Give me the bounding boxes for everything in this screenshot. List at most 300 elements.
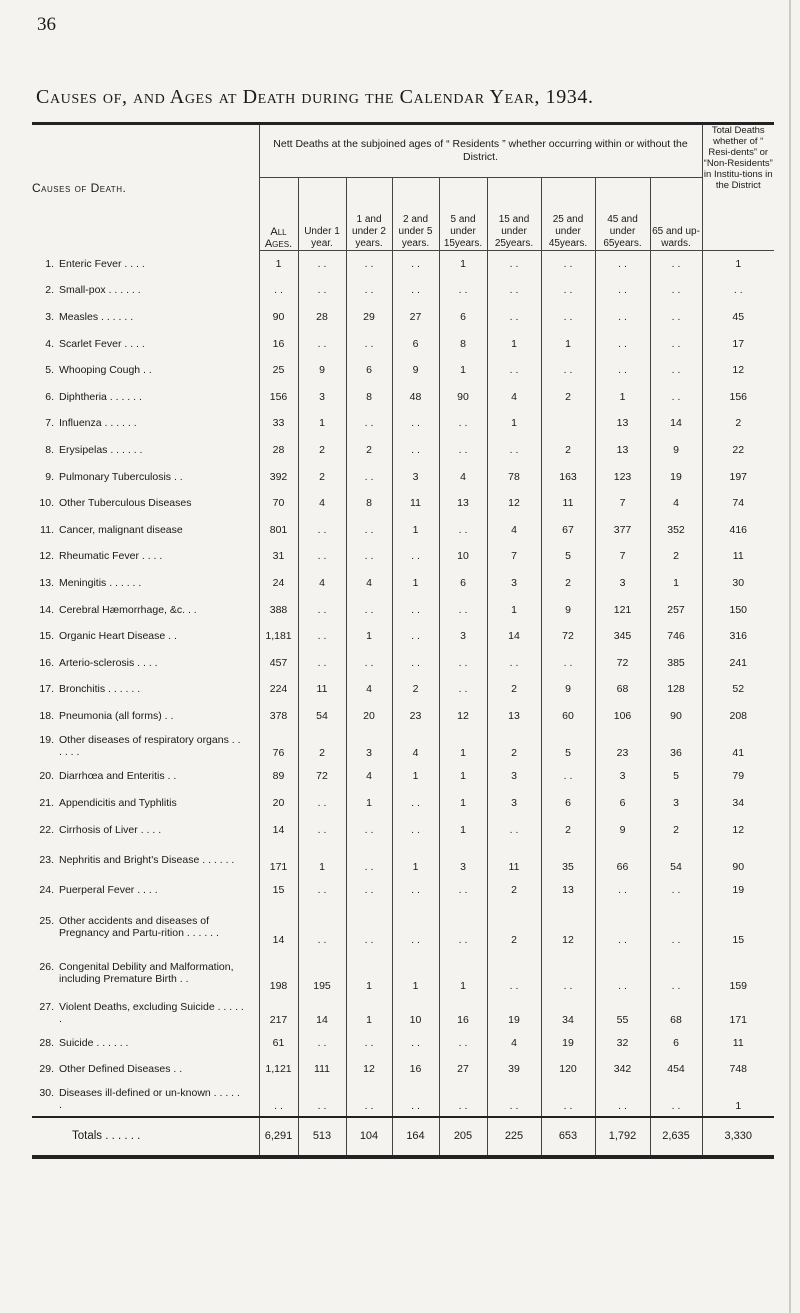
value-cell: 2: [346, 437, 392, 464]
value-cell: 1: [735, 258, 742, 271]
value-cell: 2: [487, 877, 541, 904]
table-row: [32, 357, 774, 384]
value-cell: . .: [439, 1030, 487, 1057]
value-cell: 2: [541, 437, 595, 464]
cause-label: Diphtheria . . . . . .: [59, 390, 142, 403]
value-cell: 72: [541, 623, 595, 650]
value-cell: 66: [595, 843, 650, 877]
value-cell: . .: [298, 904, 346, 950]
value-cell: . .: [259, 1083, 298, 1117]
table-body: [32, 251, 774, 1157]
value-cell: 457: [259, 649, 298, 676]
cause-cell: [32, 703, 259, 730]
table-row: [32, 1056, 774, 1083]
value-cell: 10: [392, 996, 439, 1030]
value-cell: . .: [346, 251, 392, 278]
value-cell: 748: [729, 1063, 748, 1076]
value-cell: 54: [298, 703, 346, 730]
cause-cell: [32, 304, 259, 331]
table-row: [32, 763, 774, 790]
value-cell: . .: [650, 1083, 702, 1117]
value-cell: 2: [487, 904, 541, 950]
value-cell: 3: [595, 763, 650, 790]
cause-label: Pulmonary Tuberculosis . .: [59, 470, 183, 483]
value-cell: 35: [541, 843, 595, 877]
table-row: [32, 1083, 774, 1117]
value-cell: 25: [259, 357, 298, 384]
value-cell: . .: [650, 357, 702, 384]
cause-cell: [32, 623, 259, 650]
cause-number: 6.: [45, 390, 54, 403]
value-cell: 4: [346, 763, 392, 790]
cause-cell: [32, 410, 259, 437]
cause-number: 20.: [39, 770, 54, 783]
value-cell: . .: [541, 950, 595, 996]
value-cell: . .: [650, 304, 702, 331]
total-value-cell: 513: [298, 1117, 346, 1157]
value-cell: . .: [392, 877, 439, 904]
value-cell: 3: [346, 729, 392, 763]
value-cell: 31: [259, 543, 298, 570]
value-cell: . .: [392, 410, 439, 437]
value-cell: 54: [650, 843, 702, 877]
value-cell: . .: [392, 649, 439, 676]
value-cell: . .: [650, 877, 702, 904]
value-cell: 16: [392, 1056, 439, 1083]
table-row: [32, 543, 774, 570]
value-cell: 1,181: [259, 623, 298, 650]
value-cell: 1: [487, 330, 541, 357]
value-cell: 12: [541, 904, 595, 950]
age-header-5: 15 and under 25years.: [487, 178, 541, 251]
total-value-cell: 1,792: [595, 1117, 650, 1157]
cause-label: Small-pox . . . . . .: [59, 284, 141, 297]
table-row: [32, 703, 774, 730]
value-cell: 61: [259, 1030, 298, 1057]
value-cell: . .: [439, 277, 487, 304]
value-cell: . .: [392, 251, 439, 278]
value-cell: 5: [650, 763, 702, 790]
value-cell: 2: [298, 729, 346, 763]
value-cell: 224: [259, 676, 298, 703]
value-cell: . .: [346, 410, 392, 437]
cause-number: 21.: [39, 797, 54, 810]
value-cell: 19: [650, 463, 702, 490]
cause-label: Appendicitis and Typhlitis: [59, 797, 177, 810]
value-cell: 385: [650, 649, 702, 676]
value-cell: 6: [650, 1030, 702, 1057]
table-row: [32, 330, 774, 357]
value-cell: 12: [487, 490, 541, 517]
value-cell: . .: [650, 950, 702, 996]
value-cell: . .: [595, 877, 650, 904]
total-value-cell: 2,635: [650, 1117, 702, 1157]
value-cell: . .: [541, 277, 595, 304]
value-cell: 416: [729, 523, 748, 536]
value-cell: 1: [650, 570, 702, 597]
cause-label: Puerperal Fever . . . .: [59, 884, 158, 897]
table-row: [32, 251, 774, 278]
age-header-2: 1 and under 2 years.: [346, 178, 392, 251]
value-cell: 16: [259, 330, 298, 357]
value-cell: 6: [392, 330, 439, 357]
value-cell: 217: [259, 996, 298, 1030]
value-cell: 17: [732, 337, 745, 350]
value-cell: 3: [487, 570, 541, 597]
cause-cell: [32, 1083, 259, 1117]
value-cell: 14: [487, 623, 541, 650]
age-header-3: 2 and under 5 years.: [392, 178, 439, 251]
value-cell: . .: [298, 1030, 346, 1057]
value-cell: 123: [595, 463, 650, 490]
value-cell: 1: [346, 996, 392, 1030]
value-cell: . .: [541, 649, 595, 676]
value-cell: . .: [346, 463, 392, 490]
cause-cell: [32, 843, 259, 877]
value-cell: . .: [595, 1083, 650, 1117]
cause-cell: [32, 490, 259, 517]
value-cell: 1: [439, 790, 487, 817]
value-cell: 36: [650, 729, 702, 763]
value-cell: 9: [298, 357, 346, 384]
totals-row: [32, 1117, 774, 1157]
value-cell: 156: [729, 390, 748, 403]
value-cell: 3: [439, 843, 487, 877]
value-cell: . .: [298, 251, 346, 278]
cause-cell: [32, 463, 259, 490]
table-row: [32, 383, 774, 410]
value-cell: 746: [650, 623, 702, 650]
cause-label: Violent Deaths, excluding Suicide . . . . . .: [59, 1000, 244, 1025]
value-cell: . .: [595, 277, 650, 304]
value-cell: . .: [439, 649, 487, 676]
value-cell: 90: [732, 860, 745, 873]
value-cell: 23: [595, 729, 650, 763]
value-cell: 6: [541, 790, 595, 817]
value-cell: 20: [259, 790, 298, 817]
value-cell: 120: [541, 1056, 595, 1083]
value-cell: . .: [650, 330, 702, 357]
value-cell: . .: [392, 596, 439, 623]
value-cell: 1: [392, 570, 439, 597]
cause-cell: [32, 1056, 259, 1083]
value-cell: . .: [298, 877, 346, 904]
value-cell: 241: [729, 656, 748, 669]
table-row: [32, 950, 774, 996]
value-cell: 388: [259, 596, 298, 623]
value-cell: 33: [259, 410, 298, 437]
table-row: [32, 877, 774, 904]
value-cell: . .: [298, 516, 346, 543]
table-row: [32, 649, 774, 676]
value-cell: 3: [650, 790, 702, 817]
value-cell: 34: [732, 797, 745, 810]
cause-number: 10.: [39, 497, 54, 510]
table-row: [32, 1030, 774, 1057]
value-cell: 55: [595, 996, 650, 1030]
value-cell: . .: [392, 816, 439, 843]
cause-number: 8.: [45, 443, 54, 456]
cause-cell: [32, 676, 259, 703]
value-cell: 15: [259, 877, 298, 904]
value-cell: 8: [346, 490, 392, 517]
total-value-cell: 104: [346, 1117, 392, 1157]
value-cell: . .: [298, 790, 346, 817]
total-value-cell: 3,330: [702, 1117, 774, 1157]
cause-number: 25.: [39, 914, 54, 927]
value-cell: . .: [439, 410, 487, 437]
value-cell: 3: [595, 570, 650, 597]
value-cell: 5: [541, 729, 595, 763]
value-cell: . .: [346, 877, 392, 904]
value-cell: 12: [439, 703, 487, 730]
cause-label: Bronchitis . . . . . .: [59, 683, 141, 696]
value-cell: 1: [439, 763, 487, 790]
page-title: Causes of, and Ages at Death during the Calendar Year, 1934.: [36, 86, 594, 108]
value-cell: 4: [439, 463, 487, 490]
value-cell: 156: [259, 383, 298, 410]
table-row: [32, 676, 774, 703]
value-cell: 60: [541, 703, 595, 730]
cause-number: 1.: [45, 257, 54, 270]
value-cell: 12: [732, 823, 745, 836]
value-cell: 14: [650, 410, 702, 437]
value-cell: . .: [733, 284, 743, 297]
value-cell: 24: [259, 570, 298, 597]
value-cell: 1: [541, 330, 595, 357]
cause-number: 2.: [45, 284, 54, 297]
value-cell: 15: [732, 933, 745, 946]
cause-cell: [32, 251, 259, 278]
value-cell: . .: [541, 763, 595, 790]
value-cell: 2: [735, 417, 742, 430]
table-row: [32, 729, 774, 763]
cause-cell: [32, 543, 259, 570]
cause-cell: [32, 596, 259, 623]
value-cell: 1: [392, 763, 439, 790]
value-cell: . .: [487, 304, 541, 331]
value-cell: 13: [541, 877, 595, 904]
value-cell: 454: [650, 1056, 702, 1083]
cause-cell: [32, 950, 259, 996]
value-cell: 74: [732, 497, 745, 510]
table-row: [32, 816, 774, 843]
value-cell: 9: [541, 676, 595, 703]
value-cell: 1: [439, 816, 487, 843]
table-row: [32, 277, 774, 304]
value-cell: . .: [650, 251, 702, 278]
total-value-cell: 164: [392, 1117, 439, 1157]
table-row: [32, 304, 774, 331]
value-cell: . .: [298, 816, 346, 843]
value-cell: 171: [729, 1013, 748, 1026]
value-cell: 1: [346, 623, 392, 650]
causes-of-death-table: [32, 122, 774, 1159]
cause-number: 27.: [39, 1000, 54, 1013]
cause-number: 7.: [45, 417, 54, 430]
value-cell: . .: [298, 649, 346, 676]
value-cell: . .: [487, 649, 541, 676]
total-value-cell: 6,291: [259, 1117, 298, 1157]
value-cell: . .: [346, 543, 392, 570]
cause-label: Arterio-sclerosis . . . .: [59, 656, 158, 669]
value-cell: . .: [439, 1083, 487, 1117]
cause-cell: [32, 516, 259, 543]
value-cell: . .: [439, 904, 487, 950]
cause-cell: [32, 763, 259, 790]
cause-number: 22.: [39, 823, 54, 836]
value-cell: 392: [259, 463, 298, 490]
value-cell: . .: [595, 357, 650, 384]
cause-number: 5.: [45, 364, 54, 377]
value-cell: 27: [439, 1056, 487, 1083]
value-cell: 2: [650, 543, 702, 570]
value-cell: . .: [392, 277, 439, 304]
cause-number: 23.: [39, 853, 54, 866]
value-cell: 352: [650, 516, 702, 543]
age-header-1: Under 1 year.: [298, 178, 346, 251]
cause-label: Scarlet Fever . . . .: [59, 337, 145, 350]
value-cell: . .: [346, 649, 392, 676]
value-cell: 5: [541, 543, 595, 570]
value-cell: 1: [392, 950, 439, 996]
causes-header: Causes of Death.: [32, 125, 259, 251]
table-row: [32, 490, 774, 517]
value-cell: 2: [541, 816, 595, 843]
value-cell: 79: [732, 770, 745, 783]
value-cell: . .: [346, 1083, 392, 1117]
value-cell: 1: [346, 950, 392, 996]
value-cell: . .: [650, 277, 702, 304]
value-cell: . .: [439, 516, 487, 543]
value-cell: . .: [346, 330, 392, 357]
cause-cell: [32, 877, 259, 904]
value-cell: 11: [732, 550, 744, 563]
value-cell: 1: [735, 1099, 742, 1112]
value-cell: [541, 410, 595, 437]
value-cell: 150: [729, 603, 748, 616]
value-cell: 1: [346, 790, 392, 817]
value-cell: 14: [259, 816, 298, 843]
cause-label: Other accidents and diseases of Pregnancy and Partu-rition . . . . . .: [59, 914, 219, 939]
value-cell: 1: [595, 383, 650, 410]
value-cell: 13: [439, 490, 487, 517]
value-cell: . .: [298, 623, 346, 650]
value-cell: . .: [595, 904, 650, 950]
table-row: [32, 463, 774, 490]
cause-label: Rheumatic Fever . . . .: [59, 550, 163, 563]
value-cell: . .: [439, 877, 487, 904]
value-cell: 7: [595, 543, 650, 570]
value-cell: 9: [541, 596, 595, 623]
value-cell: . .: [487, 357, 541, 384]
value-cell: 13: [487, 703, 541, 730]
value-cell: . .: [392, 1030, 439, 1057]
value-cell: 2: [541, 383, 595, 410]
value-cell: . .: [541, 304, 595, 331]
value-cell: 34: [541, 996, 595, 1030]
value-cell: 9: [595, 816, 650, 843]
value-cell: 801: [259, 516, 298, 543]
cause-label: Diseases ill-defined or un-known . . . . . .: [59, 1087, 240, 1112]
value-cell: 28: [259, 437, 298, 464]
value-cell: . .: [298, 596, 346, 623]
cause-number: 9.: [45, 470, 54, 483]
page-number: 36: [37, 14, 56, 35]
value-cell: 1: [298, 410, 346, 437]
value-cell: 2: [298, 437, 346, 464]
value-cell: 89: [259, 763, 298, 790]
table-row: [32, 410, 774, 437]
table-row: [32, 570, 774, 597]
value-cell: 1: [298, 843, 346, 877]
value-cell: 159: [729, 979, 748, 992]
cause-number: 26.: [39, 960, 54, 973]
value-cell: . .: [487, 950, 541, 996]
cause-label: Erysipelas . . . . . .: [59, 443, 143, 456]
cause-label: Suicide . . . . . .: [59, 1036, 129, 1049]
cause-number: 11.: [40, 523, 54, 536]
table-row: [32, 996, 774, 1030]
value-cell: 19: [487, 996, 541, 1030]
value-cell: . .: [487, 251, 541, 278]
value-cell: 198: [259, 950, 298, 996]
value-cell: . .: [392, 790, 439, 817]
cause-cell: [32, 816, 259, 843]
total-value-cell: 653: [541, 1117, 595, 1157]
value-cell: 163: [541, 463, 595, 490]
value-cell: . .: [346, 816, 392, 843]
value-cell: 11: [732, 1036, 744, 1049]
value-cell: . .: [346, 596, 392, 623]
cause-cell: [32, 357, 259, 384]
table-row: [32, 790, 774, 817]
cause-number: 4.: [45, 337, 54, 350]
value-cell: 316: [729, 630, 748, 643]
age-header-4: 5 and under 15years.: [439, 178, 487, 251]
value-cell: 257: [650, 596, 702, 623]
residents-group-header: Nett Deaths at the subjoined ages of “ Residents ” whether occurring within or without the District.: [259, 125, 702, 178]
value-cell: 19: [732, 884, 745, 897]
value-cell: . .: [650, 383, 702, 410]
value-cell: 4: [346, 676, 392, 703]
value-cell: . .: [595, 950, 650, 996]
cause-label: Congenital Debility and Malformation, including Premature Birth . .: [59, 960, 234, 985]
age-header-0: All Ages.: [259, 178, 298, 251]
value-cell: 1,121: [259, 1056, 298, 1083]
value-cell: 20: [346, 703, 392, 730]
value-cell: 90: [259, 304, 298, 331]
value-cell: 1: [439, 950, 487, 996]
value-cell: . .: [392, 437, 439, 464]
cause-number: 16.: [39, 656, 54, 669]
value-cell: 2: [650, 816, 702, 843]
value-cell: 9: [650, 437, 702, 464]
value-cell: 14: [259, 904, 298, 950]
value-cell: . .: [487, 277, 541, 304]
value-cell: 11: [541, 490, 595, 517]
cause-cell: [32, 277, 259, 304]
value-cell: 111: [298, 1056, 346, 1083]
value-cell: 12: [346, 1056, 392, 1083]
value-cell: 208: [729, 709, 748, 722]
cause-number: 15.: [39, 630, 54, 643]
value-cell: 128: [650, 676, 702, 703]
value-cell: . .: [439, 437, 487, 464]
value-cell: 3: [298, 383, 346, 410]
value-cell: 1: [487, 596, 541, 623]
value-cell: . .: [298, 277, 346, 304]
